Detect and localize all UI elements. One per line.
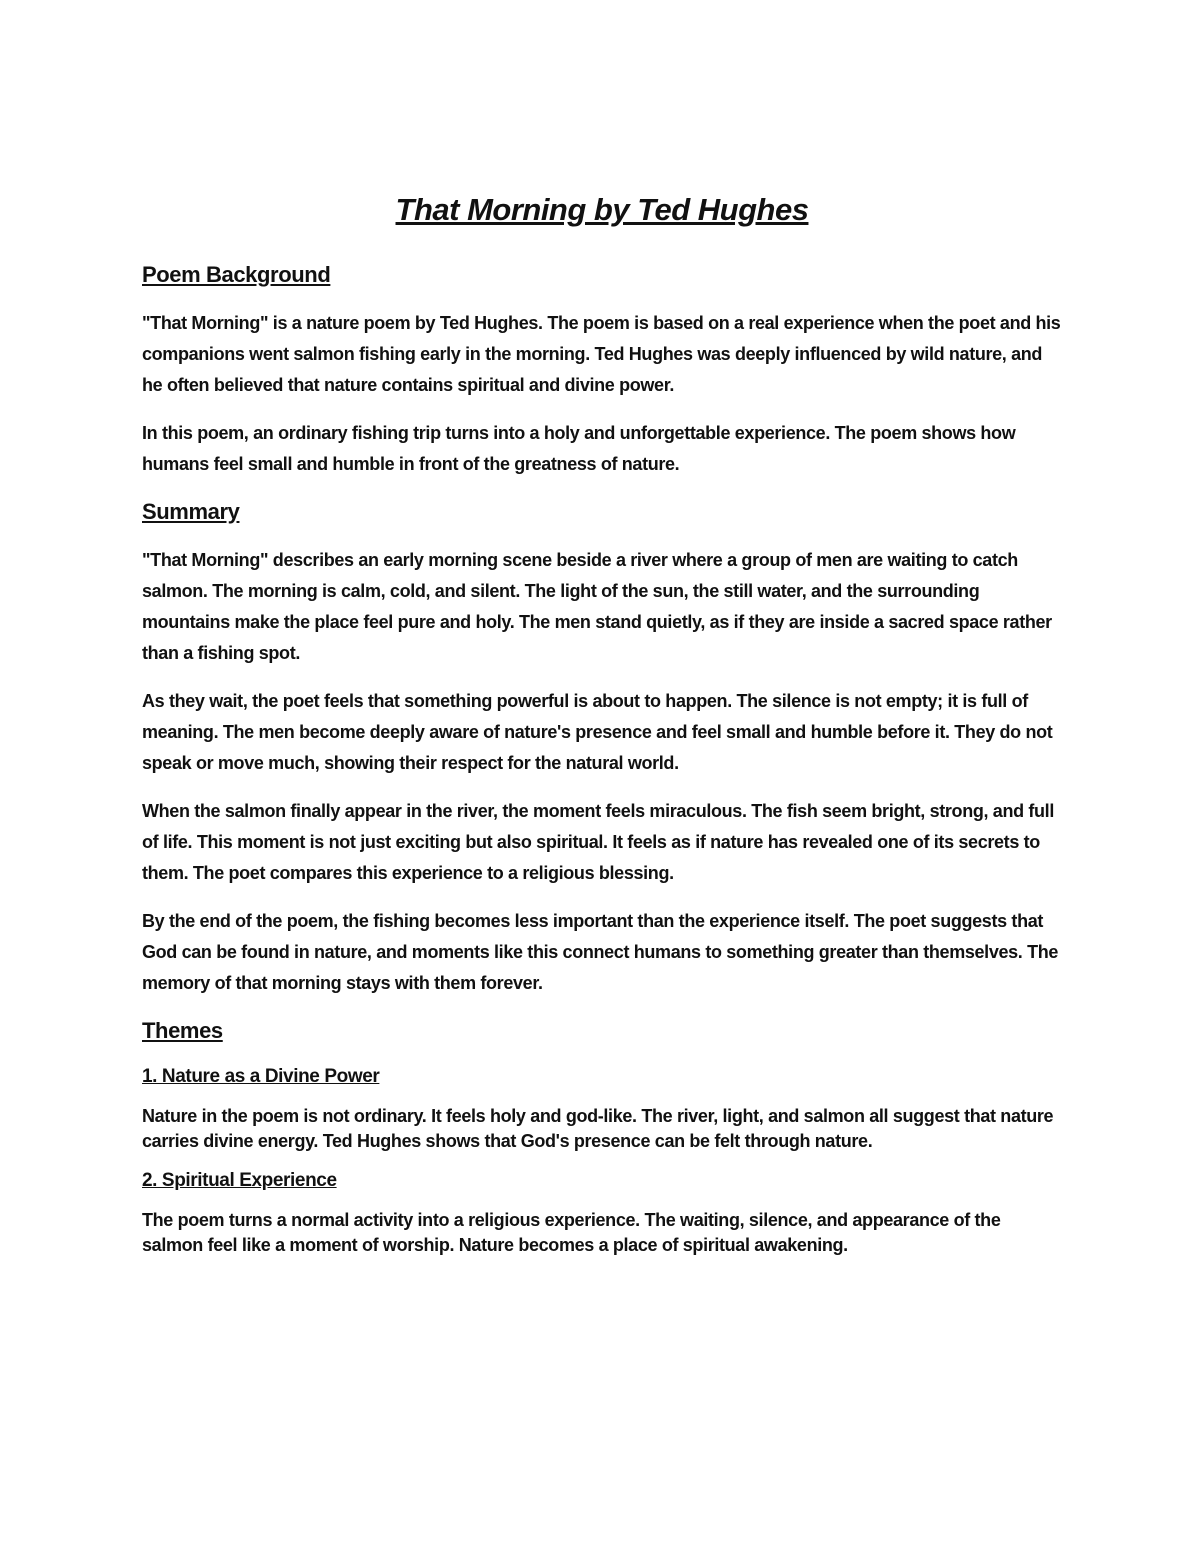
theme-paragraph: The poem turns a normal activity into a religious experience. The waiting, silence, and appearance of the salmon feel like a moment of worship. Nature becomes a place of spiritual awakening. xyxy=(142,1210,1001,1255)
theme-heading: 1. Nature as a Divine Power xyxy=(142,1066,380,1087)
paragraph: In this poem, an ordinary fishing trip turns into a holy and unforgettable experience. The poem shows how humans feel small and humble in front of the greatness of nature. xyxy=(142,423,1016,474)
paragraph: By the end of the poem, the fishing becomes less important than the experience itself. The poet suggests that God can be found in nature, and moments like this connect humans to something greater than themselves. The memory of that morning stays with them forever. xyxy=(142,911,1059,993)
section-heading: Themes xyxy=(142,1018,223,1043)
theme-paragraph: Nature in the poem is not ordinary. It feels holy and god-like. The river, light, and salmon all suggest that nature carries divine energy. Ted Hughes shows that God's presence can be felt through nature. xyxy=(142,1106,1054,1151)
section-summary xyxy=(142,497,1062,999)
section-poem-background xyxy=(142,260,1062,480)
paragraph: "That Morning" is a nature poem by Ted Hughes. The poem is based on a real experience when the poet and his companions went salmon fishing early in the morning. Ted Hughes was deeply influenced by wild nature, and he often believed that nature contains spiritual and divine power. xyxy=(142,313,1061,395)
document-page xyxy=(142,190,1062,1272)
paragraph: As they wait, the poet feels that something powerful is about to happen. The silence is not empty; it is full of meaning. The men become deeply aware of nature's presence and feel small and humble before it. They do not speak or move much, showing their respect for the natural world. xyxy=(142,691,1053,773)
document-title: That Morning by Ted Hughes xyxy=(395,192,809,227)
theme-heading: 2. Spiritual Experience xyxy=(142,1170,337,1191)
section-themes xyxy=(142,1016,1062,1258)
paragraph: "That Morning" describes an early morning scene beside a river where a group of men are waiting to catch salmon. The morning is calm, cold, and silent. The light of the sun, the still water, and the surrounding mountains make the place feel pure and holy. The men stand quietly, as if they are inside a sacred space rather than a fishing spot. xyxy=(142,550,1052,663)
paragraph: When the salmon finally appear in the river, the moment feels miraculous. The fish seem bright, strong, and full of life. This moment is not just exciting but also spiritual. It feels as if nature has revealed one of its secrets to them. The poet compares this experience to a religious blessing. xyxy=(142,801,1054,883)
section-heading: Summary xyxy=(142,499,240,524)
section-heading: Poem Background xyxy=(142,262,331,287)
